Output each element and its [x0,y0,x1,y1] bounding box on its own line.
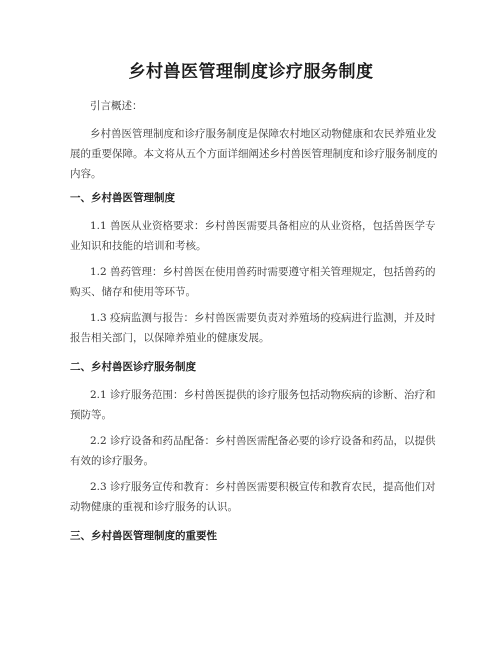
list-item: 2.2 诊疗设备和药品配备：乡村兽医需配备必要的诊疗设备和药品，以提供有效的诊疗服务。 [70,435,436,467]
intro-label-block [70,96,442,116]
document-title: 乡村兽医管理制度诊疗服务制度 [128,62,374,82]
section-2-heading-block [70,357,442,377]
list-item: 1.3 疫病监测与报告：乡村兽医需要负责对养殖场的疫病进行监测，并及时报告相关部门，以保障养殖业的健康发展。 [70,312,436,344]
intro-text-block [70,124,442,184]
list-item: 1.1 兽医从业资格要求：乡村兽医需要具备相应的从业资格，包括兽医学专业知识和技能的培训和考核。 [70,220,436,252]
section-1-heading-block [70,188,442,208]
section-2-item-3 [70,477,442,517]
section-1-item-3 [70,308,442,348]
intro-label: 引言概述： [90,100,143,112]
intro-text: 乡村兽医管理制度和诊疗服务制度是保障农村地区动物健康和农民养殖业发展的重要保障。本文将从五个方面详细阐述乡村兽医管理制度和诊疗服务制度的内容。 [70,128,438,180]
section-1-item-2 [70,262,442,302]
section-2-item-1 [70,385,442,425]
section-heading: 三、乡村兽医管理制度的重要性 [70,530,217,542]
section-1-item-1 [70,216,442,256]
section-heading: 二、乡村兽医诊疗服务制度 [70,361,196,373]
list-item: 1.2 兽药管理：乡村兽医在使用兽药时需要遵守相关管理规定，包括兽药的购买、储存和使用等环节。 [70,266,436,298]
list-item: 2.1 诊疗服务范围：乡村兽医提供的诊疗服务包括动物疾病的诊断、治疗和预防等。 [70,389,436,421]
section-3-heading-block [70,526,442,546]
list-item: 2.3 诊疗服务宣传和教育：乡村兽医需要积极宣传和教育农民，提高他们对动物健康的重视和诊疗服务的认识。 [70,481,436,513]
section-2-item-2 [70,431,442,471]
section-heading: 一、乡村兽医管理制度 [70,192,175,204]
